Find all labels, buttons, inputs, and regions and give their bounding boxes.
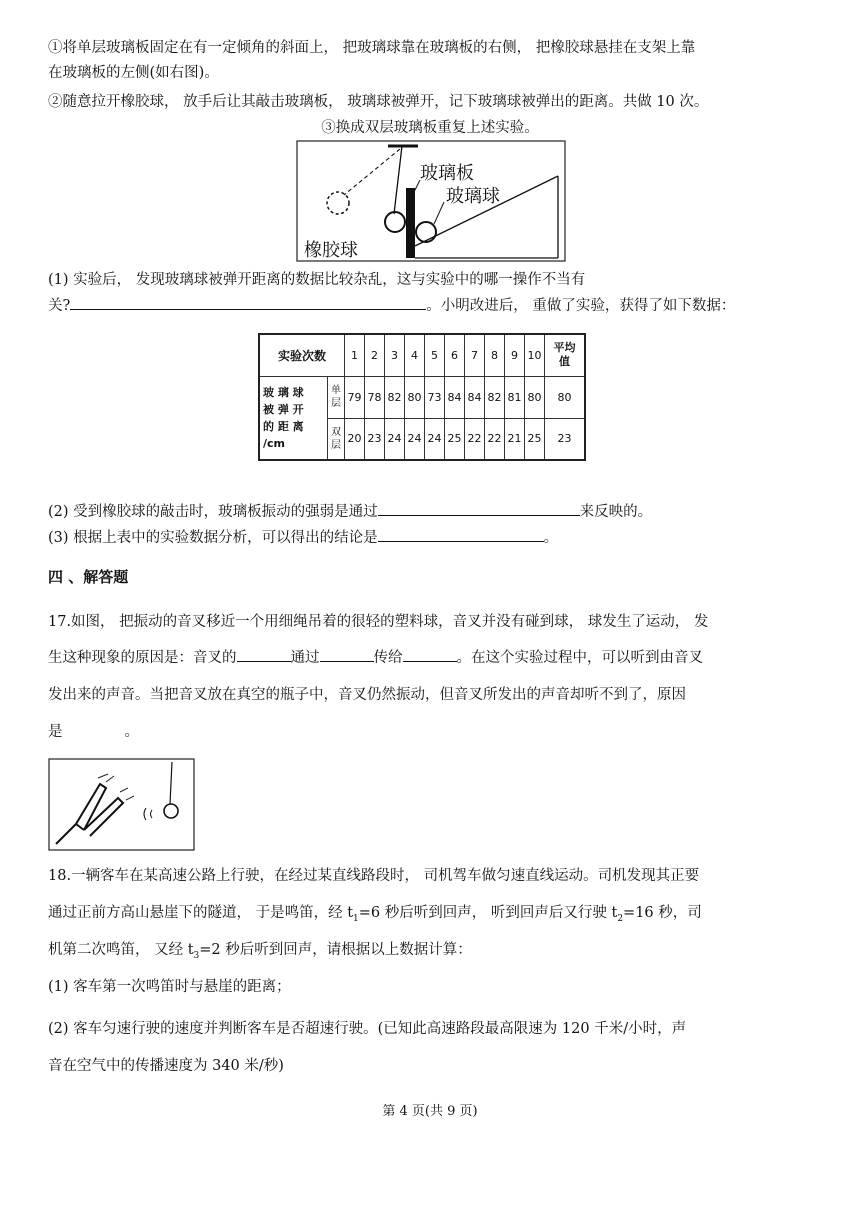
double-layer-label: [328, 418, 345, 460]
t3-subscript: 3: [193, 950, 200, 961]
q17-line-1: 17.如图， 把振动的音叉移近一个用细绳吊着的很轻的塑料球，音叉并没有碰到球， 球发生了运动， 发: [48, 614, 709, 630]
double-average: 23: [545, 418, 586, 460]
single-value: 80: [525, 376, 545, 418]
single-value: 82: [485, 376, 505, 418]
row-label-line: /cm: [263, 436, 285, 450]
trial-header: 7: [465, 334, 485, 376]
average-header-line: 值: [559, 355, 570, 369]
q17-text-d: 。在这个实验过程中，可以听到由音叉: [456, 650, 703, 666]
single-label-char: 单: [331, 385, 341, 396]
header-trial-count: 实验次数: [259, 334, 345, 376]
row-label-distance: [259, 376, 328, 460]
double-value: 24: [385, 418, 405, 460]
single-label-char: 层: [331, 398, 341, 409]
trial-header: 5: [425, 334, 445, 376]
experiment-data-table: [258, 333, 586, 461]
q18-part-2-line-1: (2) 客车匀速行驶的速度并判断客车是否超速行驶。(已知此高速路段最高限速为 120 千米/小时，声: [48, 1021, 687, 1037]
t1-subscript: 1: [353, 913, 359, 924]
double-value: 24: [405, 418, 425, 460]
q18-line-2: [48, 901, 702, 924]
table-row-single: [259, 376, 585, 418]
step-1-line-1: ①将单层玻璃板固定在有一定倾角的斜面上， 把玻璃球靠在玻璃板的右侧， 把橡胶球悬挂在支架上靠: [48, 40, 696, 56]
tuning-fork-figure: [48, 758, 195, 851]
section-title: 四 、解答题: [48, 568, 129, 586]
q18-text-e: =2 秒后听到回声，请根据以上数据计算：: [199, 942, 472, 958]
double-value: 22: [485, 418, 505, 460]
single-value: 80: [405, 376, 425, 418]
trial-header: 6: [445, 334, 465, 376]
trial-header: 3: [385, 334, 405, 376]
q18-part-2-line-2: 音在空气中的传播速度为 340 米/秒): [48, 1058, 284, 1074]
q17-text-f: 。: [124, 724, 139, 740]
q17-text-a: 生这种现象的原因是：音叉的: [48, 650, 237, 666]
q17-text-c: 传给: [373, 650, 403, 666]
average-header-line: 平均: [553, 341, 576, 355]
row-label-line: 玻 璃 球: [263, 385, 304, 399]
answer-blank-3[interactable]: [378, 527, 544, 542]
double-value: 23: [365, 418, 385, 460]
trial-header: 8: [485, 334, 505, 376]
q18-line-1: 18.一辆客车在某高速公路上行驶，在经过某直线路段时， 司机驾车做匀速直线运动。司机发现其正要: [48, 868, 700, 884]
average-header: [545, 334, 586, 376]
step-2: ②随意拉开橡胶球， 放手后让其敲击玻璃板， 玻璃球被弹开，记下玻璃球被弹出的距离。共做 10 次。: [48, 94, 709, 110]
trial-header: 4: [405, 334, 425, 376]
table-header-row: [259, 334, 585, 376]
double-value: 25: [525, 418, 545, 460]
single-value: 81: [505, 376, 525, 418]
q17-line-2: [48, 646, 703, 667]
q17-line-4: [48, 720, 139, 741]
q17-text-b: 通过: [290, 650, 320, 666]
trial-header: 10: [525, 334, 545, 376]
q17-line-3: 发出来的声音。当把音叉放在真空的瓶子中，音叉仍然振动，但音叉所发出的声音却听不到了，原因: [48, 687, 686, 703]
step-3: ③换成双层玻璃板重复上述实验。: [321, 120, 539, 136]
single-value: 78: [365, 376, 385, 418]
trial-header: 1: [345, 334, 365, 376]
t2-subscript: 2: [617, 913, 624, 924]
glass-plate: [406, 188, 415, 258]
question-1-line-1: (1) 实验后， 发现玻璃球被弹开距离的数据比较杂乱，这与实验中的哪一操作不当有: [48, 272, 586, 288]
label-glass-ball: 玻璃球: [446, 186, 500, 207]
q18-text-b: =6 秒后听到回声， 听到回声后又行驶 t: [358, 905, 618, 921]
single-value: 84: [465, 376, 485, 418]
double-value: 22: [465, 418, 485, 460]
single-value: 84: [445, 376, 465, 418]
answer-blank-2[interactable]: [378, 501, 580, 516]
double-label-char: 层: [331, 439, 341, 451]
double-value: 24: [425, 418, 445, 460]
question-2: [48, 500, 652, 521]
double-value: 20: [345, 418, 365, 460]
question-1-suffix: 。小明改进后， 重做了实验，获得了如下数据：: [426, 298, 736, 314]
single-average: 80: [545, 376, 586, 418]
question-2-suffix: 来反映的。: [579, 504, 653, 520]
trial-header: 2: [365, 334, 385, 376]
double-value: 21: [505, 418, 525, 460]
question-3-prefix: (3) 根据上表中的实验数据分析，可以得出的结论是: [48, 530, 378, 546]
q18-text-a: 通过正前方高山悬崖下的隧道， 于是鸣笛，经 t: [48, 905, 354, 921]
single-value: 79: [345, 376, 365, 418]
glass-plate-figure: [296, 140, 566, 262]
q18-text-d: 机第二次鸣笛， 又经 t: [48, 942, 194, 958]
question-2-prefix: (2) 受到橡胶球的敲击时，玻璃板振动的强弱是通过: [48, 504, 378, 520]
q18-part-1: (1) 客车第一次鸣笛时与悬崖的距离；: [48, 979, 291, 995]
question-1-line-2: [48, 294, 735, 315]
step-1-line-2: 在玻璃板的左侧(如右图)。: [48, 65, 219, 81]
single-value: 82: [385, 376, 405, 418]
q18-line-3: [48, 938, 472, 961]
answer-blank-1[interactable]: [70, 295, 426, 310]
answer-blank-17a[interactable]: [237, 647, 291, 662]
question-1-prefix: 关?: [48, 298, 71, 314]
question-3-suffix: 。: [543, 530, 559, 546]
trial-header: 9: [505, 334, 525, 376]
question-3: [48, 526, 558, 547]
label-rubber-ball: 橡胶球: [304, 240, 358, 261]
single-value: 73: [425, 376, 445, 418]
q17-text-e: 是: [48, 724, 63, 740]
label-glass-plate: 玻璃板: [420, 163, 474, 184]
double-value: 25: [445, 418, 465, 460]
double-label-char: 双: [331, 426, 341, 438]
page-footer: 第 4 页(共 9 页): [382, 1104, 478, 1119]
answer-blank-17b[interactable]: [320, 647, 374, 662]
single-layer-label: [328, 376, 345, 418]
row-label-line: 的 距 离: [263, 419, 304, 433]
row-label-line: 被 弹 开: [263, 402, 304, 416]
q18-text-c: =16 秒，司: [623, 905, 702, 921]
answer-blank-17c[interactable]: [403, 647, 457, 662]
